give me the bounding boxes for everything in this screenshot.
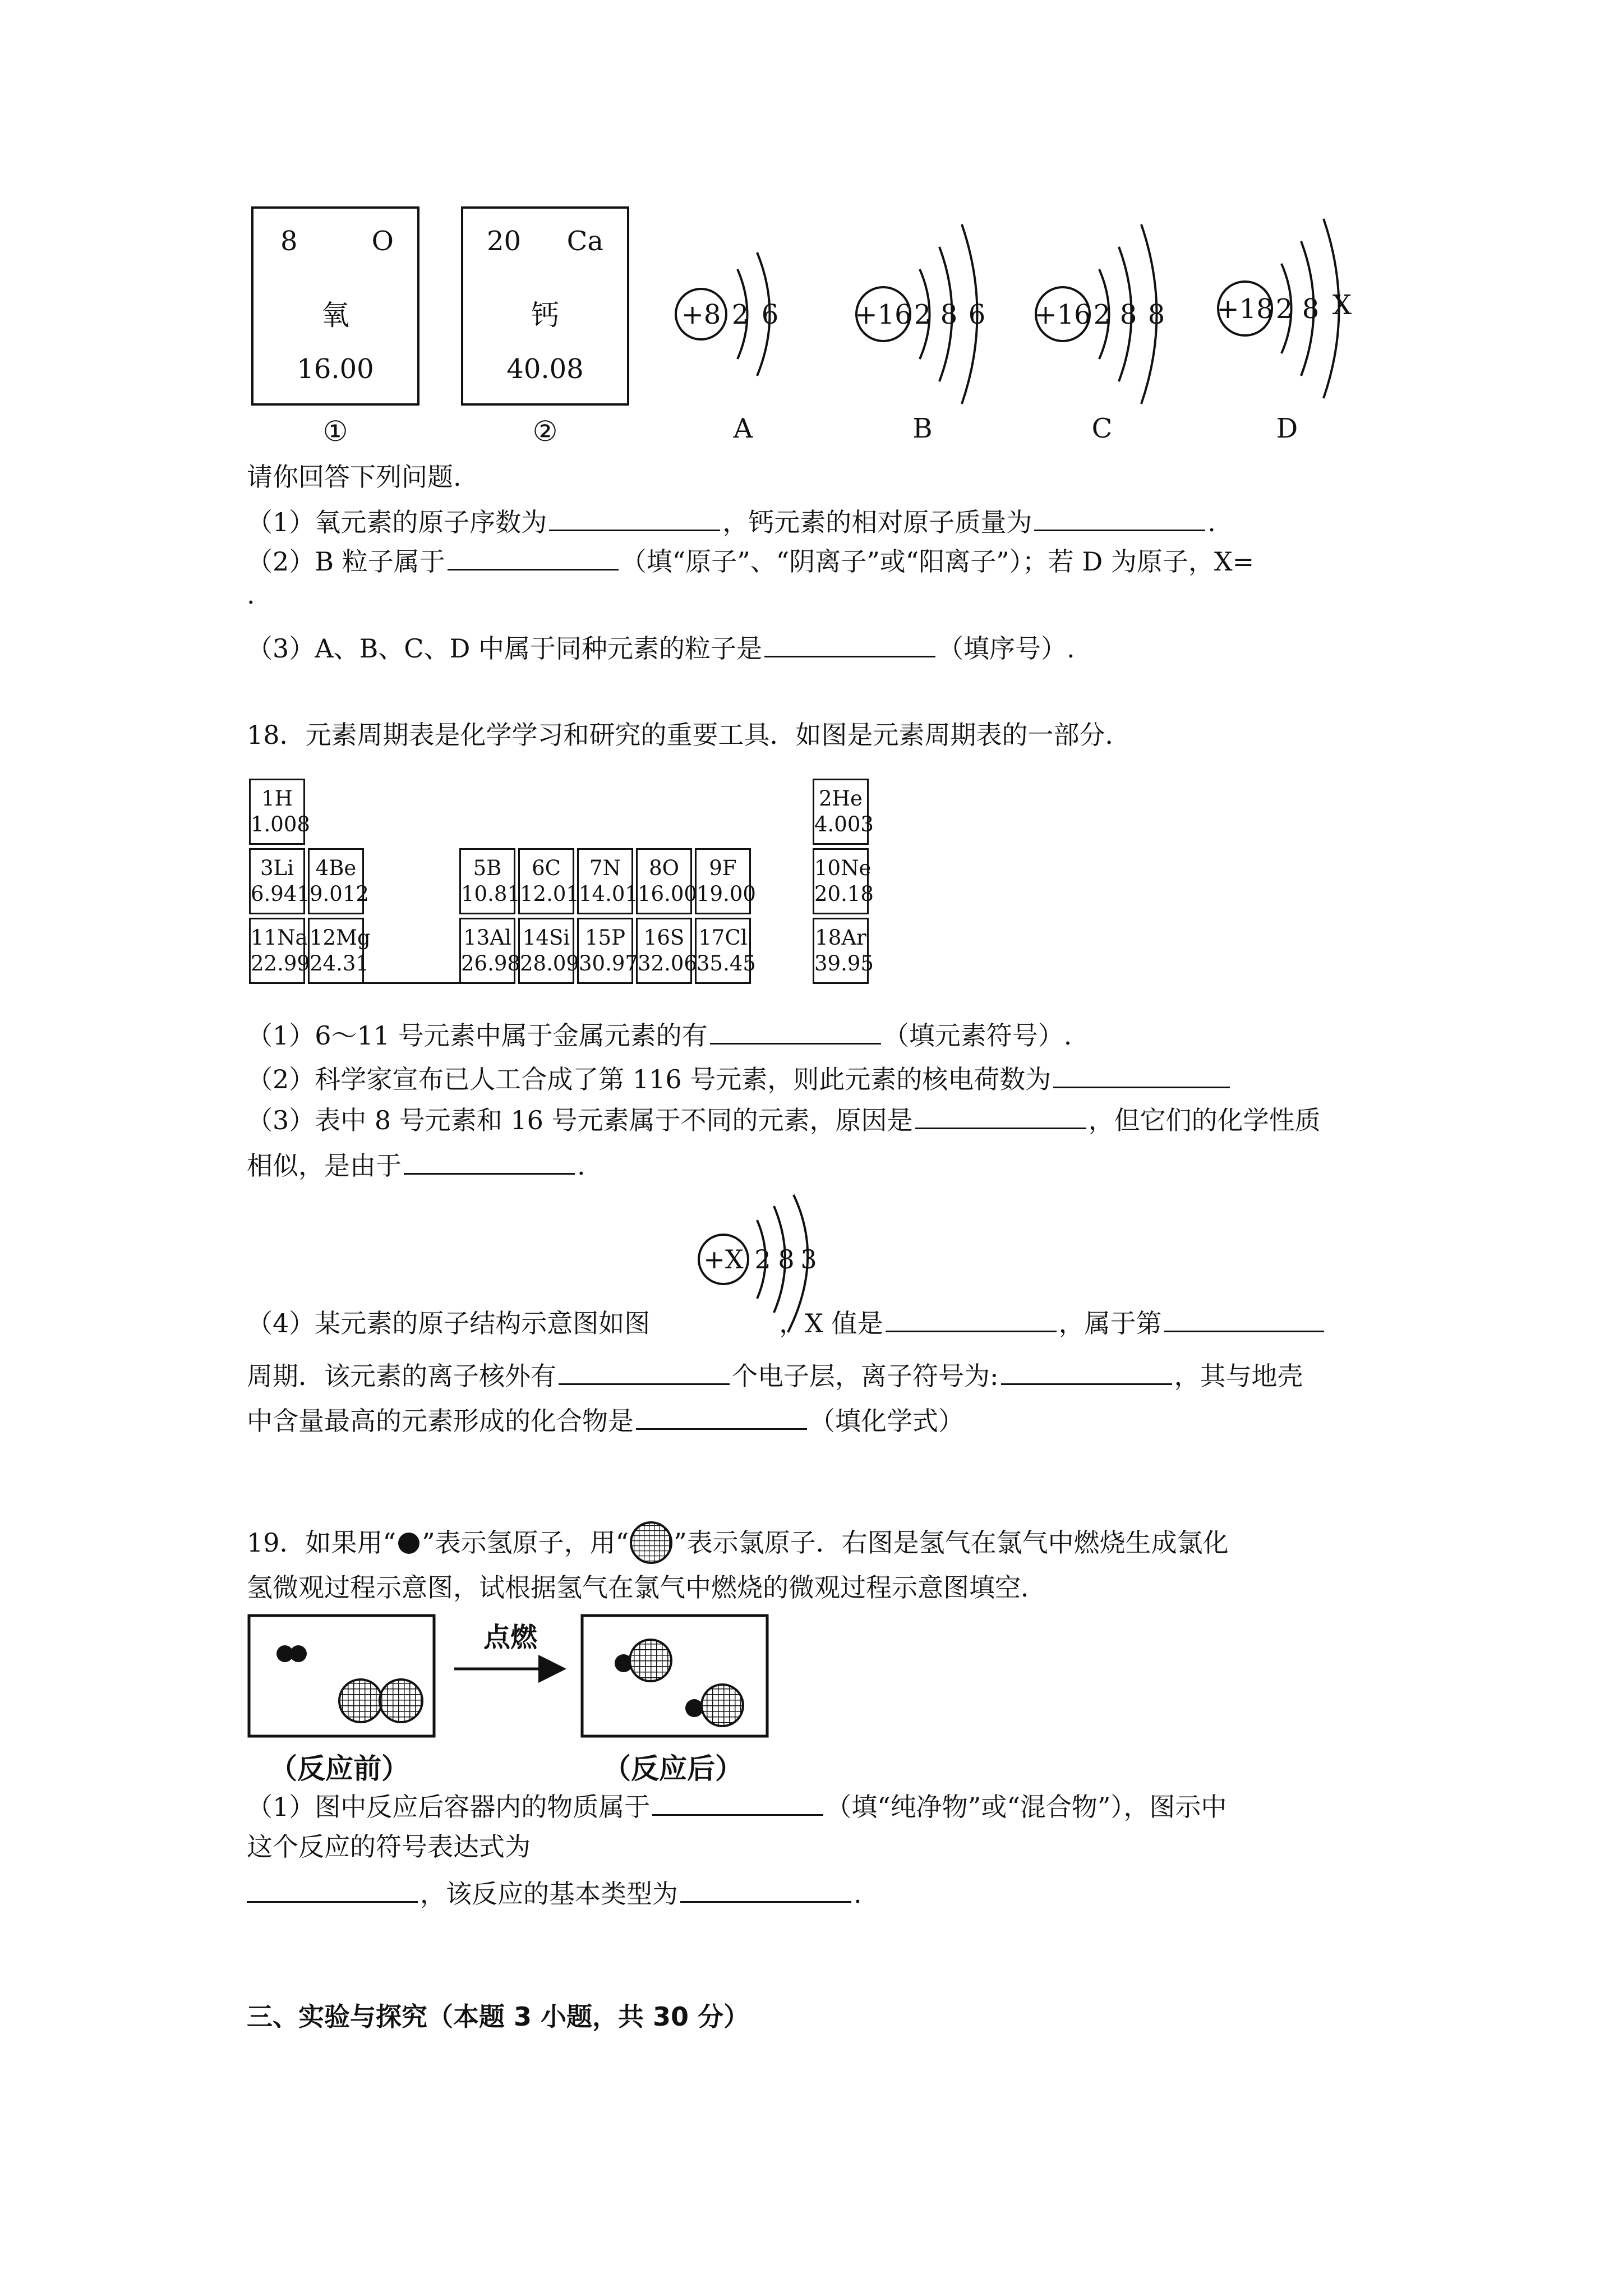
shell-count: 8 [1119,299,1137,330]
q19-part1-cont: 这个反应的符号表达式为 [247,1832,531,1862]
text: （1）6～11 号元素中属于金属元素的有 [247,1020,708,1051]
caption-before: （反应前） [269,1752,409,1785]
text: （1）氧元素的原子序数为 [247,507,547,537]
diagram-label-c: C [1091,413,1113,444]
q18-part4 [247,1306,1326,1340]
text: 个电子层，离子符号为: [732,1361,999,1391]
caption-after: （反应后） [603,1752,743,1785]
answer-blank[interactable] [1034,505,1205,531]
q19-line2: 氢微观过程示意图，试根据氢气在氯气中燃烧的微观过程示意图填空． [247,1572,1046,1603]
atom-diagram-d [1216,219,1352,444]
atomic-number: 20 [487,226,522,257]
atom-diagram-a [676,252,778,444]
answer-blank[interactable] [764,631,935,657]
shell-count: 8 [940,299,958,330]
shell-count: 2 [1093,299,1111,330]
element-cell: 3Li 6.941 [249,848,305,914]
q18-title: 18．元素周期表是化学学习和研究的重要工具．如图是元素周期表的一部分． [247,720,1131,750]
element-cell: 16S 32.06 [636,918,692,984]
atom-diagrams [662,208,1424,449]
text: ，钙元素的相对原子质量为 [722,507,1032,537]
hydrogen-atom-icon [396,1530,422,1556]
q17-part2-end: . [247,579,255,610]
answer-blank[interactable] [247,1876,418,1903]
atomic-mass: 16.00 [297,353,374,385]
shell-count: X [1332,289,1352,321]
element-card-oxygen [251,206,419,406]
nucleus-charge: +16 [1034,299,1091,330]
q18-part3-cont [247,1148,585,1182]
q17-part2 [247,544,1254,578]
answer-blank[interactable] [680,1876,851,1903]
q19-part1-cont2 [247,1876,862,1911]
shell-count: 2 [914,299,932,330]
text: ，属于第 [1058,1308,1162,1338]
element-symbol: Ca [566,226,603,257]
q17-intro: 请你回答下列问题. [247,462,462,492]
element-cell: 1H 1.008 [249,779,305,845]
element-cell: 9F 19.00 [695,848,751,914]
text: （填序号）. [938,633,1075,664]
nucleus-charge: +8 [681,299,721,330]
answer-blank[interactable] [915,1103,1086,1129]
element-cell: 2He 4.003 [813,779,869,845]
answer-blank[interactable] [404,1148,575,1175]
text: （2）科学家宣布已人工合成了第 116 号元素，则此元素的核电荷数为 [247,1064,1052,1094]
card-caption-2: ② [532,415,558,448]
element-cell: 18Ar 39.95 [813,918,869,984]
element-cell: 10Ne 20.18 [813,848,869,914]
shell-count: 8 [1302,293,1320,325]
nucleus-charge: +18 [1216,293,1274,325]
table-bottom-rule [364,982,462,984]
nucleus-charge: +16 [855,299,912,330]
text: 相似，是由于 [247,1151,402,1181]
answer-blank[interactable] [636,1404,807,1430]
text: 周期．该元素的离子核外有 [247,1361,556,1391]
shell-count: 6 [968,299,986,330]
answer-blank[interactable] [652,1789,823,1816]
text: （3）A、B、C、D 中属于同种元素的粒子是 [247,633,762,664]
q18-part1 [247,1018,1072,1052]
shell-count: 2 [1275,293,1293,325]
text: （3）表中 8 号元素和 16 号元素属于不同的元素，原因是 [247,1105,913,1135]
shell-count: 2 [731,299,749,330]
section-3-heading: 三、实验与探究（本题 3 小题，共 30 分） [247,2001,750,2032]
element-cell: 12Mg 24.31 [308,918,364,984]
element-cell: 7N 14.01 [577,848,633,914]
shell-count: 8 [1147,299,1165,330]
periodic-table-fragment [249,779,888,986]
text: ，但它们的化学性质 [1088,1105,1321,1135]
answer-blank[interactable] [1053,1062,1230,1088]
shell-count: 6 [761,299,779,330]
q18-part2 [247,1062,1232,1096]
text: . [1207,507,1216,537]
shell-count: 2 [754,1244,771,1274]
atom-diagram-b [855,224,985,444]
diagram-label-d: D [1276,413,1298,444]
text: （填“原子”、“阴离子”或“阳离子”）；若 D 为原子，X= [620,546,1255,577]
atomic-number: 8 [280,226,298,257]
text: （填化学式） [809,1406,964,1436]
chlorine-atom-icon [629,1520,674,1565]
text: ”表示氯原子．右图是氢气在氯气中燃烧生成氯化 [674,1527,1229,1558]
element-name: 钙 [531,299,559,332]
text: ，该反应的基本类型为 [420,1879,678,1909]
text: . [577,1151,585,1181]
q18-part4-cont2 [247,1404,964,1438]
text: ，X 值是 [779,1308,883,1338]
text: （填元素符号）. [883,1020,1072,1051]
element-name: 氧 [321,299,349,332]
q18-part3 [247,1103,1321,1137]
atom-diagram-c [1034,224,1165,444]
text: （1）图中反应后容器内的物质属于 [247,1792,651,1822]
arrow-label: 点燃 [483,1622,538,1653]
element-cell: 5B 10.81 [459,848,515,914]
element-cell: 13Al 26.98 [459,918,515,984]
element-cell: 17Cl 35.45 [695,918,751,984]
card-caption-1: ① [322,415,348,448]
answer-blank[interactable] [1164,1306,1324,1332]
q18-part4-cont [247,1359,1303,1393]
element-cell: 6C 12.01 [518,848,574,914]
shell-count: 3 [800,1244,817,1274]
q17-part3 [247,631,1075,665]
element-cell: 15P 30.97 [577,918,633,984]
answer-blank[interactable] [886,1306,1057,1332]
answer-blank[interactable] [448,544,619,570]
reaction-diagram [247,1604,785,1795]
diagram-label-a: A [733,413,753,444]
element-cell: 8O 16.00 [636,848,692,914]
element-symbol: O [371,226,394,257]
answer-blank[interactable] [1001,1359,1172,1385]
diagram-label-b: B [912,413,933,444]
text: （填“纯净物”或“混合物”），图示中 [826,1792,1227,1822]
answer-blank[interactable] [559,1359,730,1385]
element-cell: 4Be 9.012 [308,848,364,914]
shell-count: 8 [778,1244,795,1274]
text: （2）B 粒子属于 [247,546,445,577]
text: ”表示氢原子，用“ [422,1527,629,1558]
q19-line1 [247,1520,1229,1565]
text: ，其与地壳 [1174,1361,1303,1391]
text: （4）某元素的原子结构示意图如图 [247,1308,651,1338]
element-cell: 14Si 28.09 [518,918,574,984]
answer-blank[interactable] [549,505,720,531]
nucleus-charge: +X [703,1244,744,1274]
text: 中含量最高的元素形成的化合物是 [247,1406,634,1436]
text: . [854,1879,862,1909]
element-cell: 11Na 22.99 [249,918,305,984]
element-card-calcium [461,206,629,406]
q17-part1 [247,505,1216,539]
q19-part1 [247,1789,1227,1824]
text: 19．如果用“ [247,1527,396,1558]
atomic-mass: 40.08 [506,353,584,385]
answer-blank[interactable] [710,1018,881,1045]
